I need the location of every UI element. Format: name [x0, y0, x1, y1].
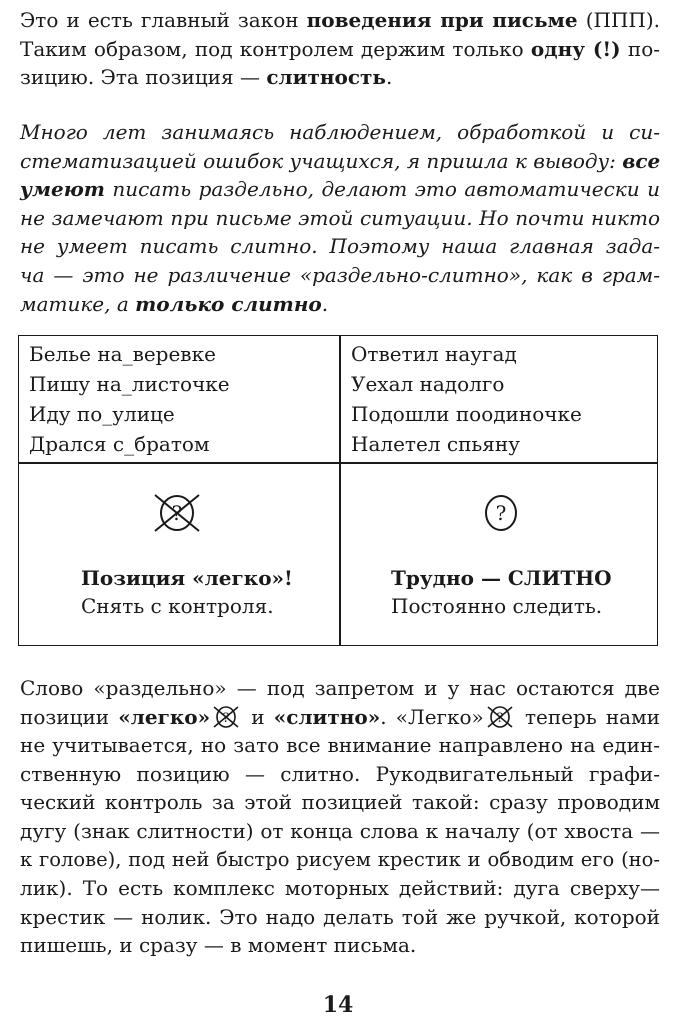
list-item: Ответил наугад — [351, 342, 517, 366]
paragraph-law — [20, 6, 660, 92]
svg-text:?: ? — [495, 501, 507, 525]
text-line: позиции «легко» ? и «слитно». «Легко» ? теперь нами — [20, 704, 660, 729]
list-item: Уехал надолго — [351, 372, 505, 396]
text-line: ча — это не различение «раздельно-слитно», как в грам- — [20, 262, 660, 287]
caption-title: Трудно — СЛИТНО — [391, 566, 612, 590]
text-line: не умеет писать слитно. Поэтому наша главная зада- — [20, 234, 660, 259]
text-line: ческий контроль за этой позицией такой: сразу проводим — [20, 790, 660, 815]
table-divider — [339, 336, 341, 645]
caption-text: Постоянно следить. — [391, 594, 603, 618]
text-line: не замечают при письме этой ситуации. Но почти никто — [20, 205, 660, 230]
question-circle-icon — [479, 490, 523, 536]
crossed-question-circle-icon — [149, 490, 205, 536]
text-line: Таким образом, под контролем держим только одну (!) по- — [20, 36, 660, 61]
text-line: ственную позицию — слитно. Рукодвигательный графи- — [20, 761, 660, 786]
separate-examples-list — [29, 339, 230, 459]
page-number: 14 — [322, 992, 354, 1018]
text-line: Слово «раздельно» — под запретом и у нас остаются две — [20, 676, 660, 700]
crossed-question-circle-icon — [211, 705, 241, 729]
right-caption — [391, 564, 612, 620]
text-line: крестик — нолик. Это надо делать той же ручкой, которой — [20, 904, 660, 929]
text-line: зицию. Эта позиция — слитность. — [20, 65, 393, 90]
list-item: Пишу на_листочке — [29, 372, 230, 396]
text-line: пишешь, и сразу — в момент письма. — [20, 933, 417, 958]
paragraph-observation — [20, 118, 660, 318]
svg-text:?: ? — [171, 501, 183, 525]
caption-text: Снять с контроля. — [81, 594, 274, 618]
list-item: Белье на_веревке — [29, 342, 216, 366]
text-line: не учитывается, но зато все внимание направлено на един- — [20, 733, 660, 758]
text-line: дугу (знак слитности) от конца слова к началу (от хвоста — — [20, 818, 660, 843]
text-line: матике, а только слитно. — [20, 291, 329, 316]
paragraph-control — [20, 674, 660, 960]
list-item: Налетел спьяну — [351, 432, 521, 456]
text-line: лик). То есть комплекс моторных действий: дуга сверху— — [20, 876, 660, 901]
crossed-question-circle-icon — [485, 705, 515, 729]
caption-title: Позиция «легко»! — [81, 566, 293, 590]
list-item: Дрался с_братом — [29, 432, 210, 456]
text-line: стематизацией ошибок учащихся, я пришла к выводу: все — [20, 148, 661, 173]
text-line: Это и есть главный закон поведения при письме (ППП). — [20, 8, 660, 32]
list-item: Подошли поодиночке — [351, 402, 582, 426]
text-line: Много лет занимаясь наблюдением, обработкой и си- — [20, 120, 660, 144]
comparison-table — [18, 335, 658, 646]
text-line: к голове), под ней быстро рисуем крестик и обводим его (но- — [20, 847, 660, 871]
left-caption — [81, 564, 293, 620]
svg-text:?: ? — [222, 710, 230, 726]
list-item: Иду по_улице — [29, 402, 175, 426]
table-divider — [19, 462, 657, 464]
text-line: умеют писать раздельно, делают это автоматически и — [20, 177, 660, 202]
svg-text:?: ? — [496, 710, 504, 726]
joined-examples-list — [351, 339, 582, 459]
